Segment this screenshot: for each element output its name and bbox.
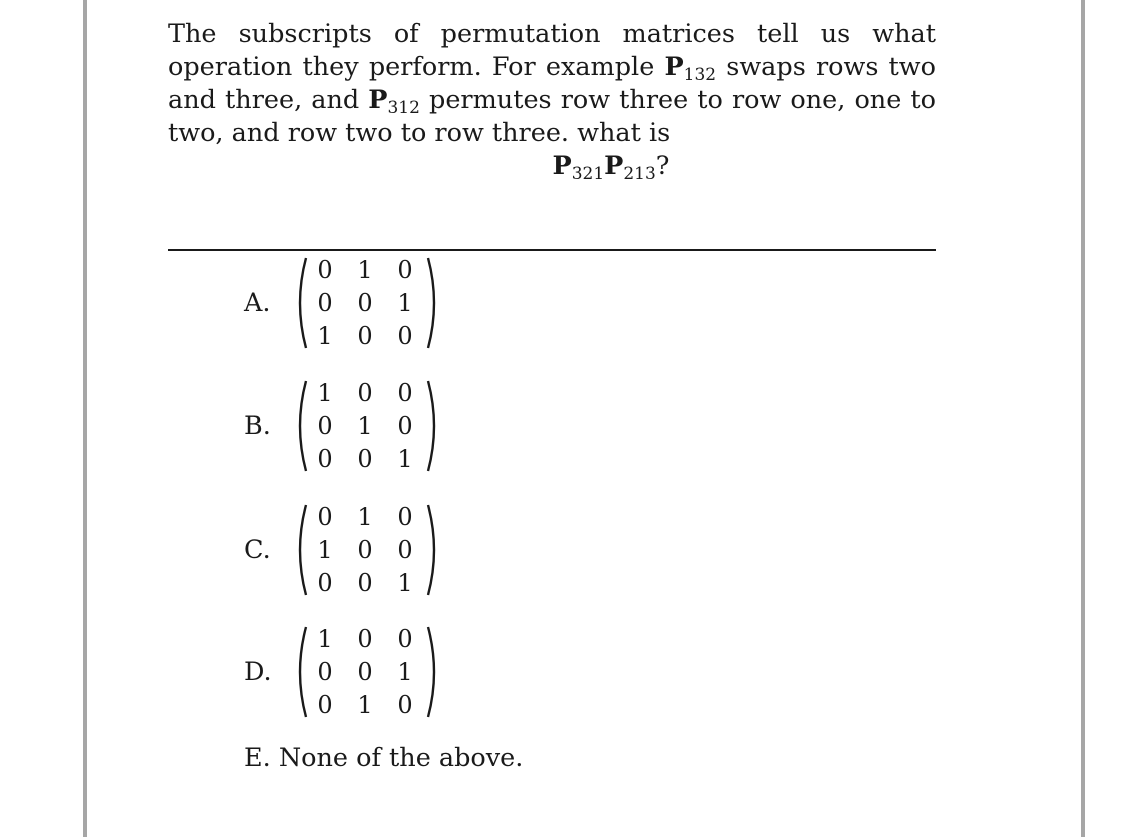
example2-symbol: P — [368, 85, 388, 115]
choice-d-matrix — [288, 624, 460, 720]
matrix-cell: 1 — [317, 322, 333, 350]
matrix-cell: 1 — [357, 412, 373, 440]
matrix-cell: 0 — [397, 536, 413, 564]
matrix-cell: 1 — [317, 625, 333, 653]
matrix-cell: 0 — [397, 625, 413, 653]
left-paren-icon — [292, 378, 310, 474]
right-paren-icon — [424, 255, 442, 351]
matrix-cell: 1 — [397, 569, 413, 597]
matrix-cell: 0 — [357, 569, 373, 597]
left-paren-icon — [292, 255, 310, 351]
matrix-cell: 1 — [397, 445, 413, 473]
matrix-cell: 0 — [357, 322, 373, 350]
question-expression: $P_{321}P_{213}$? — [552, 151, 670, 184]
page-border-right — [1081, 0, 1085, 837]
matrix-cell: 0 — [357, 379, 373, 407]
choice-letter: C. — [244, 535, 271, 565]
matrix-cell: 0 — [357, 658, 373, 686]
matrix-cell: 0 — [397, 691, 413, 719]
left-paren-icon — [292, 624, 310, 720]
choice-b-matrix — [288, 378, 460, 474]
left-paren-icon — [292, 502, 310, 598]
matrix-cell: 1 — [317, 379, 333, 407]
matrix-cell: 0 — [397, 412, 413, 440]
right-paren-icon — [424, 502, 442, 598]
matrix-cell: 1 — [357, 256, 373, 284]
matrix-cell: 0 — [317, 445, 333, 473]
example1-symbol: P — [664, 52, 684, 82]
choice-letter: A. — [244, 288, 271, 318]
matrix-cell: 0 — [357, 289, 373, 317]
matrix-cell: 0 — [397, 322, 413, 350]
right-paren-icon — [424, 378, 442, 474]
choice-e-text: None of the above. — [278, 743, 524, 773]
right-paren-icon — [424, 624, 442, 720]
matrix-cell: 0 — [397, 256, 413, 284]
matrix-cell: 0 — [357, 445, 373, 473]
choice-letter: D. — [244, 657, 272, 687]
example1-subscript: 132 — [683, 65, 717, 85]
example2-subscript: 312 — [387, 98, 420, 118]
answer-divider — [168, 249, 936, 251]
choice-e[interactable] — [244, 742, 523, 775]
matrix-cell: 1 — [357, 503, 373, 531]
matrix-cell: 0 — [317, 289, 333, 317]
matrix-cell: 0 — [317, 691, 333, 719]
matrix-cell: 0 — [317, 256, 333, 284]
matrix-cell: 0 — [397, 503, 413, 531]
choice-a-matrix — [288, 255, 460, 351]
page-border-left — [83, 0, 87, 837]
matrix-cell: 0 — [397, 379, 413, 407]
matrix-cell: 1 — [357, 691, 373, 719]
matrix-cell: 0 — [357, 625, 373, 653]
question-text: The subscripts of permutation matrices tell us what operation they perform. For example $P_{132}$ swaps rows two and three, and $P_{312}$ permutes row three to row one, one to two, and row two to row three. what is — [168, 19, 936, 148]
choice-c-matrix — [288, 502, 460, 598]
matrix-cell: 0 — [317, 503, 333, 531]
matrix-cell: 0 — [317, 569, 333, 597]
matrix-cell: 1 — [317, 536, 333, 564]
choice-letter: B. — [244, 411, 271, 441]
matrix-cell: 0 — [317, 412, 333, 440]
matrix-cell: 0 — [317, 658, 333, 686]
matrix-cell: 0 — [357, 536, 373, 564]
matrix-cell: 1 — [397, 289, 413, 317]
choice-letter: E. — [244, 743, 271, 773]
matrix-cell: 1 — [397, 658, 413, 686]
